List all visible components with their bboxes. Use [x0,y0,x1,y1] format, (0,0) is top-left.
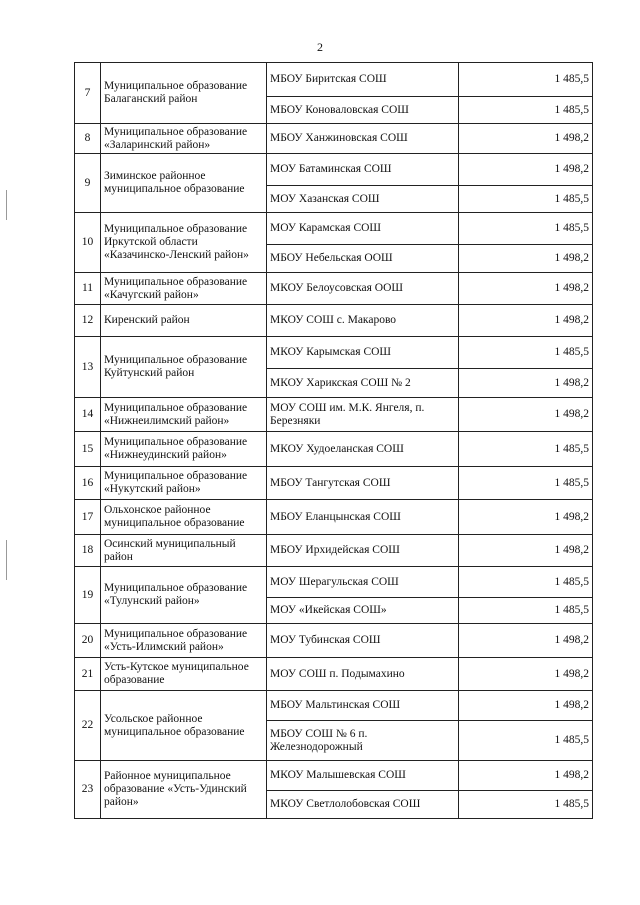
table-row [75,658,593,691]
school-name: МБОУ Небельская ООШ [267,245,459,273]
school-name: МОУ «Икейская СОШ» [267,598,459,624]
table-row [75,761,593,791]
table-row [75,63,593,97]
school-name: МОУ Шерагульская СОШ [267,567,459,598]
amount: 1 498,2 [459,535,593,567]
amount: 1 485,5 [459,791,593,819]
amount: 1 498,2 [459,500,593,535]
municipality-name: Осинский муниципальный район [101,535,267,567]
amount: 1 485,5 [459,213,593,245]
table-row [75,213,593,245]
municipality-name: Муниципальное образование «Тулунский район» [101,567,267,624]
table-row [75,691,593,721]
municipality-name: Муниципальное образование «Нижнеудинский район» [101,432,267,467]
allocation-table [74,62,593,819]
row-number: 21 [75,658,101,691]
school-name: МОУ Батаминская СОШ [267,154,459,186]
school-name: МКОУ Карымская СОШ [267,337,459,369]
amount: 1 485,5 [459,97,593,124]
margin-scan-mark [6,540,7,580]
table-row [75,337,593,369]
amount: 1 485,5 [459,186,593,213]
school-name: МБОУ Биритская СОШ [267,63,459,97]
school-name: МБОУ Коноваловская СОШ [267,97,459,124]
table-row [75,535,593,567]
municipality-name: Усольское районное муниципальное образование [101,691,267,761]
municipality-name: Муниципальное образование «Нижнеилимский район» [101,398,267,432]
row-number: 19 [75,567,101,624]
school-name: МКОУ Малышевская СОШ [267,761,459,791]
school-name: МОУ Тубинская СОШ [267,624,459,658]
amount: 1 485,5 [459,467,593,500]
municipality-name: Муниципальное образование Балаганский район [101,63,267,124]
school-name: МБОУ Ирхидейская СОШ [267,535,459,567]
row-number: 15 [75,432,101,467]
amount: 1 498,2 [459,761,593,791]
municipality-name: Муниципальное образование Куйтунский район [101,337,267,398]
amount: 1 485,5 [459,337,593,369]
amount: 1 498,2 [459,398,593,432]
table-row [75,398,593,432]
table-row [75,567,593,598]
school-name: МКОУ Светлолобовская СОШ [267,791,459,819]
municipality-name: Муниципальное образование «Заларинский район» [101,124,267,154]
school-name: МБОУ СОШ № 6 п. Железнодорожный [267,721,459,761]
table-row [75,154,593,186]
amount: 1 498,2 [459,624,593,658]
amount: 1 485,5 [459,721,593,761]
table-row [75,124,593,154]
table-row [75,500,593,535]
school-name: МКОУ Худоеланская СОШ [267,432,459,467]
table-row [75,624,593,658]
amount: 1 485,5 [459,598,593,624]
table-row [75,273,593,305]
amount: 1 498,2 [459,658,593,691]
municipality-name: Муниципальное образование Иркутской области «Казачинско-Ленский район» [101,213,267,273]
municipality-name: Муниципальное образование «Усть-Илимский район» [101,624,267,658]
row-number: 14 [75,398,101,432]
row-number: 17 [75,500,101,535]
amount: 1 498,2 [459,124,593,154]
amount: 1 498,2 [459,154,593,186]
municipality-name: Ольхонское районное муниципальное образование [101,500,267,535]
municipality-name: Киренский район [101,305,267,337]
amount: 1 498,2 [459,245,593,273]
row-number: 8 [75,124,101,154]
table-row [75,467,593,500]
row-number: 18 [75,535,101,567]
amount: 1 498,2 [459,273,593,305]
table-row [75,432,593,467]
school-name: МКОУ Харикская СОШ № 2 [267,369,459,398]
school-name: МОУ СОШ им. М.К. Янгеля, п. Березняки [267,398,459,432]
margin-scan-mark [6,190,7,220]
school-name: МКОУ СОШ с. Макарово [267,305,459,337]
row-number: 7 [75,63,101,124]
table-body [75,63,593,819]
municipality-name: Районное муниципальное образование «Усть-Удинский район» [101,761,267,819]
municipality-name: Муниципальное образование «Нукутский район» [101,467,267,500]
row-number: 12 [75,305,101,337]
municipality-name: Муниципальное образование «Качугский район» [101,273,267,305]
school-name: МОУ Хазанская СОШ [267,186,459,213]
row-number: 9 [75,154,101,213]
row-number: 22 [75,691,101,761]
amount: 1 485,5 [459,63,593,97]
row-number: 11 [75,273,101,305]
page-number: 2 [317,40,323,54]
municipality-name: Зиминское районное муниципальное образование [101,154,267,213]
amount: 1 485,5 [459,567,593,598]
row-number: 10 [75,213,101,273]
school-name: МБОУ Мальтинская СОШ [267,691,459,721]
row-number: 16 [75,467,101,500]
municipality-name: Усть-Кутское муниципальное образование [101,658,267,691]
table-row [75,305,593,337]
row-number: 20 [75,624,101,658]
amount: 1 498,2 [459,305,593,337]
school-name: МОУ Карамская СОШ [267,213,459,245]
amount: 1 498,2 [459,369,593,398]
school-name: МБОУ Ханжиновская СОШ [267,124,459,154]
amount: 1 498,2 [459,691,593,721]
school-name: МОУ СОШ п. Подымахино [267,658,459,691]
school-name: МБОУ Тангутская СОШ [267,467,459,500]
row-number: 13 [75,337,101,398]
row-number: 23 [75,761,101,819]
amount: 1 485,5 [459,432,593,467]
school-name: МКОУ Белоусовская ООШ [267,273,459,305]
school-name: МБОУ Еланцынская СОШ [267,500,459,535]
